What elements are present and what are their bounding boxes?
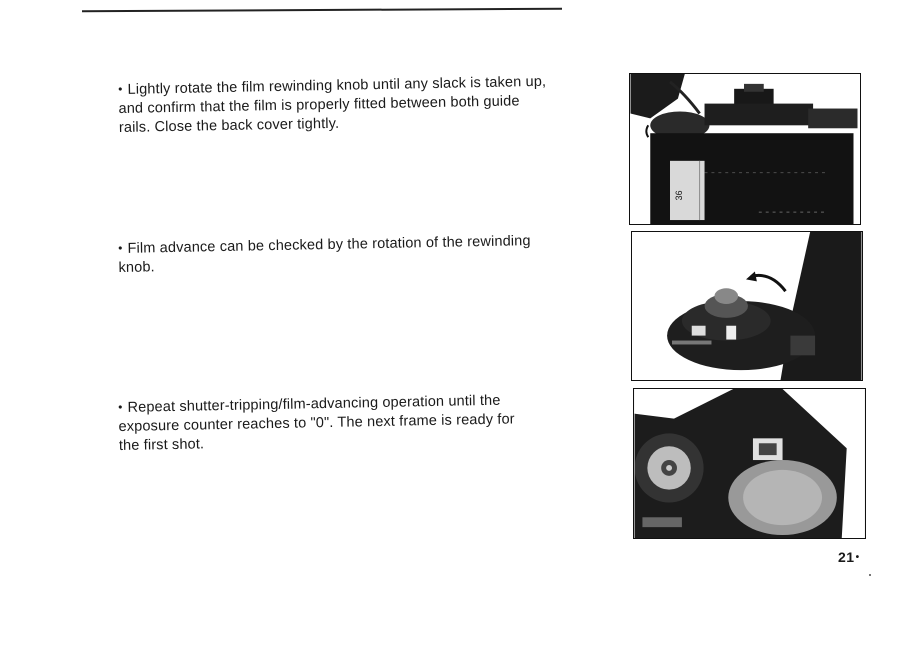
bullet-icon: •	[118, 399, 123, 414]
instruction-paragraph-2	[118, 230, 609, 278]
print-speck	[869, 574, 871, 576]
instruction-line: knob.	[118, 259, 155, 276]
instruction-line: and confirm that the film is properly fitted between both guide	[118, 93, 520, 117]
instruction-paragraph-1	[118, 71, 609, 138]
instruction-line: rails. Close the back cover tightly.	[118, 115, 340, 136]
instruction-line: the first shot.	[118, 436, 205, 454]
instruction-text: Lightly rotate the film rewinding knob until any slack is taken up,	[127, 73, 547, 98]
instruction-paragraph-3	[118, 389, 609, 456]
film-cartridge-label: 36	[673, 190, 684, 201]
page-number	[838, 549, 860, 565]
rewind-knob-illustration	[632, 232, 862, 380]
camera-film-loading-photo	[629, 73, 861, 225]
page-number-text: 21	[838, 549, 855, 565]
exposure-counter-illustration	[634, 389, 865, 538]
bullet-icon: •	[118, 81, 123, 96]
bullet-icon: •	[118, 240, 123, 255]
exposure-counter-photo	[633, 388, 866, 539]
page-number-mark: •	[855, 552, 860, 563]
instruction-text: Repeat shutter-tripping/film-advancing operation until the	[127, 392, 501, 416]
instruction-text: Film advance can be checked by the rotation of the rewinding	[127, 233, 531, 257]
rewind-knob-photo	[631, 231, 863, 381]
top-rule	[82, 8, 562, 13]
instruction-line: exposure counter reaches to "0". The next frame is ready for	[118, 411, 515, 435]
camera-back-illustration	[630, 74, 860, 224]
